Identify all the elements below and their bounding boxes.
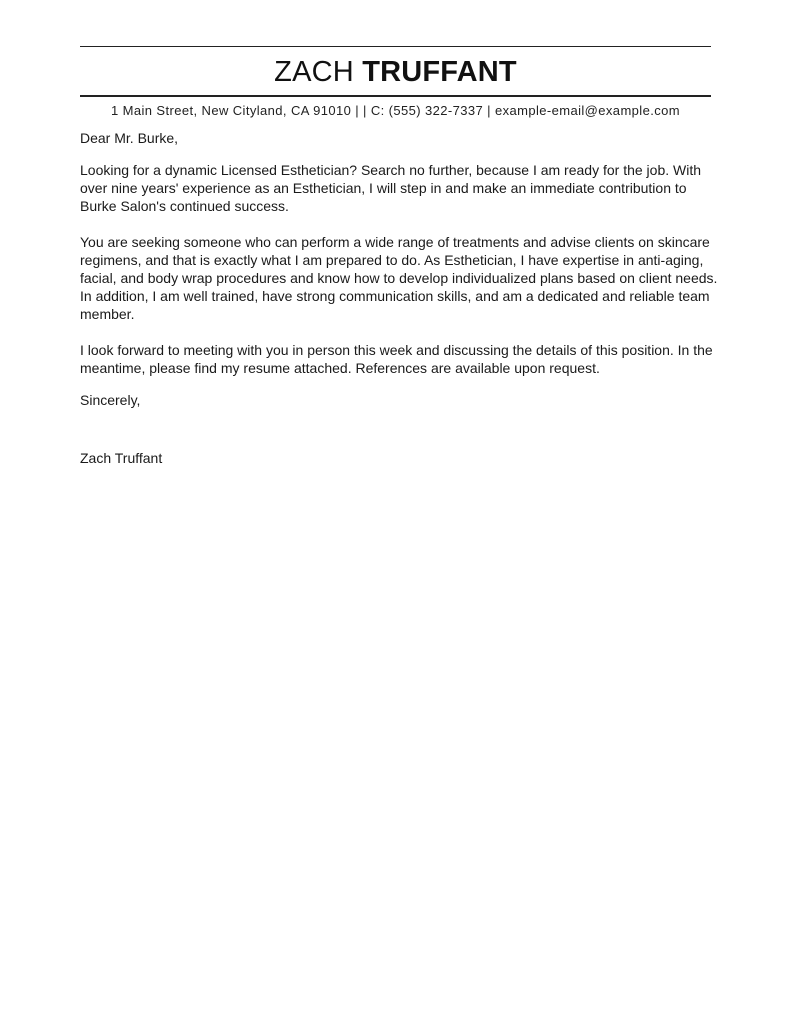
closing: Sincerely, [80,392,141,408]
header-bottom-rule [80,95,711,97]
paragraph-1: Looking for a dynamic Licensed Esthetician? Search no further, because I am ready for the job. With over nine years' experience as an Esthetician, I will step in and make an immediate contribution to Burke Salon's continued success. [80,162,702,214]
letter-body [80,129,720,467]
header-top-rule [80,46,711,47]
applicant-last-name: TRUFFANT [362,56,517,88]
salutation: Dear Mr. Burke, [80,130,179,146]
paragraph-3: I look forward to meeting with you in person this week and discussing the details of this position. In the meantime, please find my resume attached. References are available upon request. [80,342,713,376]
contact-line: 1 Main Street, New Cityland, CA 91010 | | C: (555) 322-7337 | example-email@example.com [111,103,680,118]
applicant-name [80,55,711,89]
paragraph-2: You are seeking someone who can perform a wide range of treatments and advise clients on skincare regimens, and that is exactly what I am prepared to do. As Esthetician, I have expertise in anti-aging, facial, and body wrap procedures and know how to develop individualized plans based on client needs. In addition, I am well trained, have strong communication skills, and am a dedicated and reliable team member. [80,234,718,322]
applicant-first-name: ZACH [274,56,354,88]
signature-name: Zach Truffant [80,450,163,466]
